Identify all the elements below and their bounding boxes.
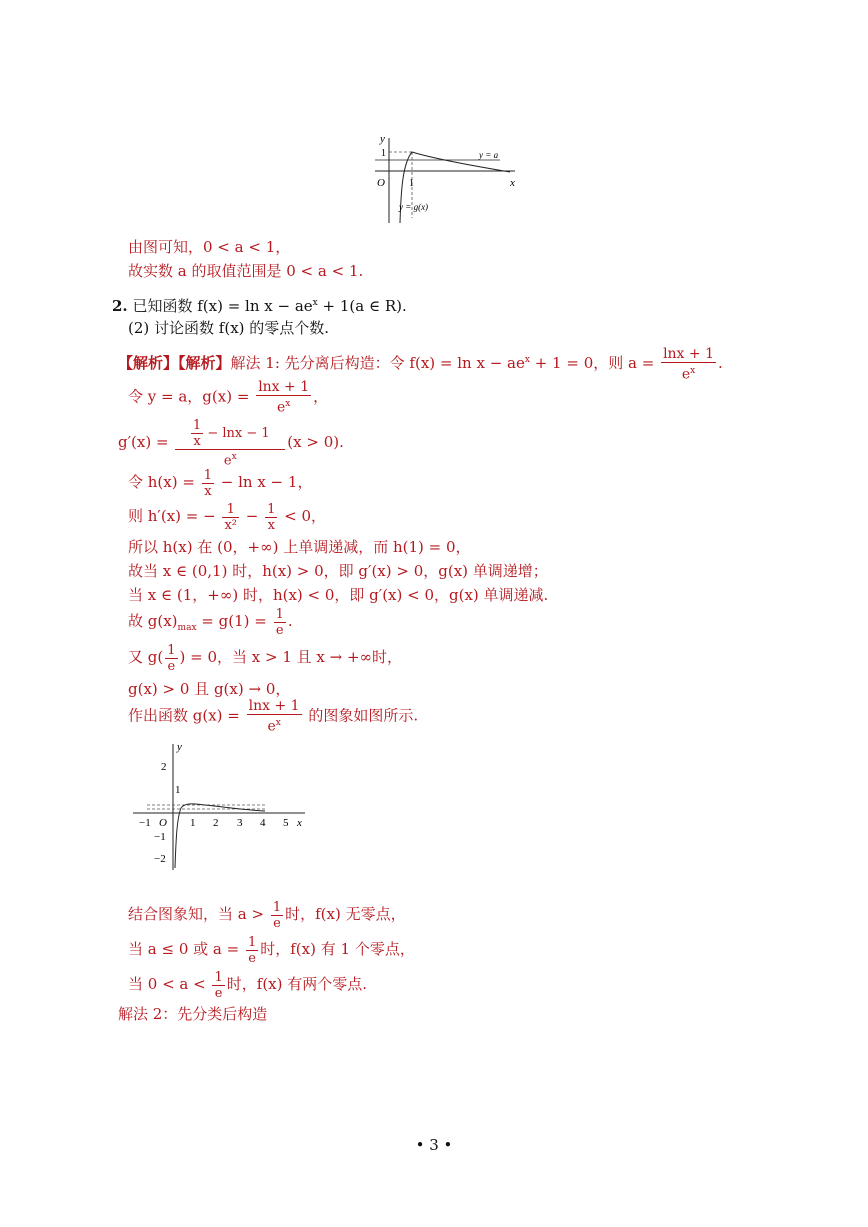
fraction-g	[256, 379, 311, 416]
conclusion-line-2	[128, 933, 415, 966]
s10-tail: ) = 0，当 x > 1 且 x → +∞时，	[179, 648, 403, 666]
graph2-y-label: y	[177, 741, 182, 753]
text-line-1: 由图可知，0 < a < 1，	[128, 238, 291, 256]
graph1-tick-y1: 1	[381, 148, 386, 159]
question-sup: x	[312, 298, 318, 308]
solution-line-9	[128, 605, 293, 644]
question-2	[112, 293, 407, 316]
s12-pre: 作出函数 g(x) =	[128, 706, 240, 725]
graph2-tick-x-2: 2	[213, 817, 219, 829]
page-number: • 3 •	[415, 1136, 453, 1154]
s4-tail: − ln x − 1，	[216, 473, 313, 491]
solution-1-sup: x	[524, 355, 530, 365]
solution-line-4	[128, 466, 312, 499]
graph1-x-label: x	[510, 177, 515, 189]
solution-line-7: 故当 x ∈ (0,1) 时，h(x) > 0，即 g′(x) > 0，g(x) 单调递增；	[128, 562, 548, 580]
fraction-c2: $\frac{1}{e}$	[247, 934, 257, 966]
fraction-h: $\frac{1}{x}$	[203, 467, 212, 499]
solution-1-tail: + 1 = 0，则 a =	[529, 354, 655, 372]
solution-line-6: 所以 h(x) 在 (0，+∞) 上单调递减，而 h(1) = 0，	[128, 538, 471, 556]
solution-line-11: g(x) > 0 且 g(x) → 0，	[128, 680, 291, 698]
fraction-a-den: $e^x$	[681, 365, 696, 383]
conclusion-line-4: 解法 2：先分类后构造	[118, 1005, 268, 1023]
s2-pre: 令 y = a，g(x) =	[128, 387, 250, 406]
fraction-hp1: $\frac{1}{\text{x²}}$	[224, 501, 237, 533]
graph2-tick-x-neg1: −1	[139, 817, 151, 829]
s2-end: ，	[313, 387, 329, 406]
fraction-hp2: $\frac{1}{x}$	[267, 501, 276, 533]
solution-line-1	[118, 343, 723, 382]
s3-tail: (x > 0).	[287, 433, 344, 452]
fraction-gprime-den: $e^x$	[223, 452, 237, 469]
c1-tail: 时，f(x) 无零点，	[285, 905, 406, 923]
fraction-inv-e: $\frac{1}{e}$	[167, 642, 176, 674]
fraction-g-den: $e^x$	[276, 399, 291, 416]
graph1-curve-label: y = g(x)	[399, 202, 429, 212]
c1-pre: 结合图象知，当 a >	[128, 905, 265, 923]
solution-line-2	[128, 379, 328, 416]
c2-pre: 当 a ≤ 0 或 a =	[128, 940, 240, 958]
graph-g-function	[125, 738, 315, 873]
c3-tail: 时，f(x) 有两个零点.	[226, 975, 368, 993]
question-tail: + 1(a ∈ R).	[317, 297, 407, 315]
fraction-a-num: lnx + 1	[663, 345, 714, 362]
graph1-tick-x1: 1	[409, 178, 414, 189]
c3-pre: 当 0 < a <	[128, 975, 206, 993]
s9-sub: max	[177, 623, 197, 633]
s9-end: .	[287, 612, 293, 630]
solution-1-text: 解法 1: 先分离后构造：令 f(x) = ln x − ae	[230, 354, 525, 372]
question-number: 2.	[112, 297, 128, 315]
fraction-c3: $\frac{1}{e}$	[214, 969, 223, 1001]
graph2-tick-y-neg1: −1	[154, 831, 166, 843]
s5-mid: −	[241, 507, 259, 525]
graph2-tick-x-1: 1	[190, 817, 196, 829]
fraction-g-num: lnx + 1	[258, 379, 310, 395]
graph-intersection	[370, 128, 530, 228]
graph2-tick-y-1: 1	[175, 784, 181, 796]
fraction-max: $\frac{1}{e}$	[275, 606, 284, 638]
solution-line-10	[128, 641, 402, 674]
graph2-tick-x-4: 4	[260, 817, 266, 829]
solution-1-end: .	[718, 354, 723, 372]
conclusion-line-1	[128, 898, 406, 931]
graph2-tick-x-3: 3	[237, 817, 243, 829]
conclusion-line-3	[128, 968, 367, 1001]
graph2-tick-x-5: 5	[283, 817, 289, 829]
fraction-gprime	[175, 418, 285, 468]
solution-line-5	[128, 500, 326, 533]
graph2-tick-y-2: 2	[161, 761, 167, 773]
s5-tail: < 0，	[279, 507, 327, 525]
s3-pre: g′(x) =	[118, 433, 169, 452]
graph1-line-label: y = a	[479, 150, 499, 160]
solution-line-8: 当 x ∈ (1，+∞) 时，h(x) < 0，即 g′(x) < 0，g(x) 单调递减.	[128, 586, 549, 604]
solution-line-12	[128, 698, 418, 735]
c2-tail: 时，f(x) 有 1 个零点，	[260, 940, 415, 958]
fraction-a	[661, 346, 716, 383]
graph1-curve	[400, 152, 510, 223]
question-part-2: (2) 讨论函数 f(x) 的零点个数.	[128, 319, 330, 337]
solution-tag: 【解析】【解析】	[118, 354, 231, 372]
s5-pre: 则 h′(x) = −	[128, 507, 216, 525]
graph1-y-label: y	[380, 133, 385, 145]
fraction-g2: $\frac{\ln x + 1}{e^x}$	[248, 698, 300, 735]
fraction-gprime-num: $\frac{1}{x}$ − lnx − 1	[175, 418, 285, 450]
graph2-tick-y-neg2: −2	[154, 853, 166, 865]
s10-pre: 又 g(	[128, 648, 164, 666]
graph1-origin: O	[377, 177, 385, 189]
graph2-x-label: x	[297, 817, 302, 829]
s9-mid: = g(1) =	[196, 612, 267, 630]
s12-tail: 的图象如图所示.	[308, 706, 419, 725]
graph2-origin: O	[159, 817, 167, 829]
solution-line-3	[118, 418, 344, 468]
fraction-c1: $\frac{1}{e}$	[272, 899, 282, 931]
s9-pre: 故 g(x)	[128, 612, 178, 630]
text-line-2: 故实数 a 的取值范围是 0 < a < 1.	[128, 262, 364, 280]
question-text: 已知函数 f(x) = ln x − ae	[132, 297, 313, 315]
s4-pre: 令 h(x) =	[128, 473, 195, 491]
